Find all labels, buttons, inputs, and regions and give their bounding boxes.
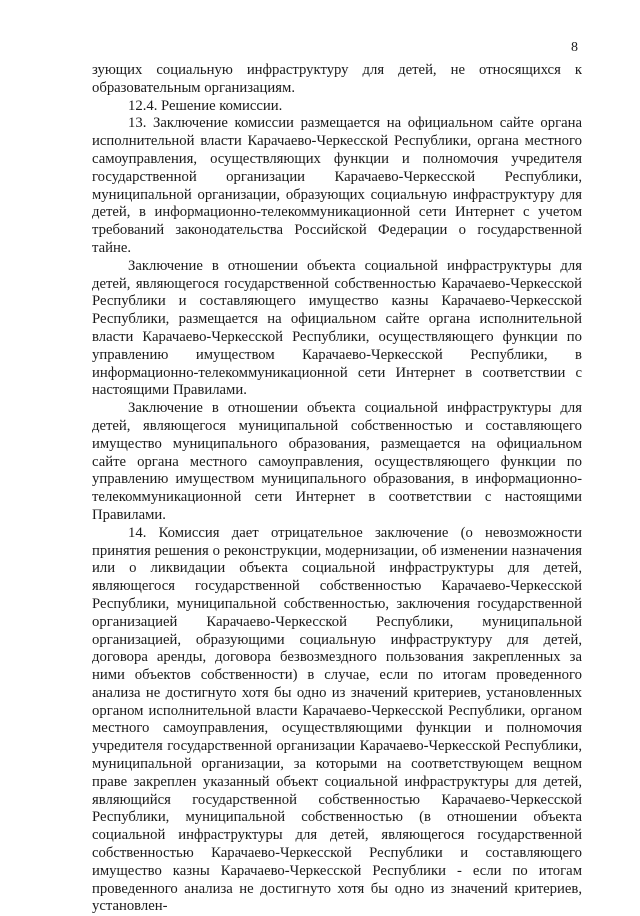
paragraph-13: 13. Заключение комиссии размещается на официальном сайте органа исполнительной власти Карачаево-Черкесской Республики, органа местного самоуправления, осуществляющих функции и полномочия учредителя государственной организации Карачаево-Черкесской Республики, муниципальной организации, образующих социальную инфраструктуру для детей, в информационно-телекоммуникационной сети Интернет с учетом требований законодательства Российской Федерации о государственной тайне.: [92, 115, 582, 256]
paragraph-12-4: 12.4. Решение комиссии.: [128, 97, 283, 114]
paragraph-conclusion-state-property: Заключение в отношении объекта социальной инфраструктуры для детей, являющегося государственной собственностью Карачаево-Черкесской Республики и составляющего имущество казны Карачаево-Черкесской Республики, размещается на официальном сайте органа исполнительной власти Карачаево-Черкесской Республики, осуществляющего функции по управлению имуществом Карачаево-Черкесской Республики, в информационно-телекоммуникационной сети Интернет в соответствии с настоящими Правилами.: [92, 257, 582, 399]
paragraph-14: 14. Комиссия дает отрицательное заключение (о невозможности принятия решения о реконструкции, модернизации, об изменении назначения или о ликвидации объекта социальной инфраструктуры для детей, являющегося государственной собственностью Карачаево-Черкесской Республики, муниципальной собственностью, заключения государственной организацией Карачаево-Черкесской Республики, муниципальной организацией, образующими социальную инфраструктуру для детей, договора аренды, договора безвозмездного пользования закрепленных за ними объектов собственности) в случае, если по итогам проведенного анализа не достигнуто хотя бы одно из значений критериев, установленных органом исполнительной власти Карачаево-Черкесской Республики, органом местного самоуправления, осуществляющими функции и полномочия учредителя государственной организации Карачаево-Черкесской Республики, муниципальной организации, за которыми на соответствующем вещном праве закреплен указанный объект социальной инфраструктуры для детей, являющийся государственной собственностью Карачаево-Черкесской Республики, муниципальной собственностью (в отношении объекта социальной инфраструктуры для детей, являющегося государственной собственностью Карачаево-Черкесской Республики и составляющего имущество казны Карачаево-Черкесской Республики - если по итогам проведенного анализа не достигнуто хотя бы одно из значений критериев, установлен-: [92, 524, 582, 915]
page-number: 8: [571, 40, 578, 55]
document-body: [92, 62, 582, 916]
paragraph-conclusion-municipal-property: Заключение в отношении объекта социальной инфраструктуры для детей, являющегося муниципальной собственностью и составляющего имущество муниципального образования, размещается на официальном сайте органа местного самоуправления, осуществляющего функции по управлению имуществом муниципального образования, в информационно-телекоммуникационной сети Интернет в соответствии с настоящими Правилами.: [92, 400, 582, 523]
paragraph-continuation: зующих социальную инфраструктуру для детей, не относящихся к образовательным организациям.: [92, 62, 582, 96]
